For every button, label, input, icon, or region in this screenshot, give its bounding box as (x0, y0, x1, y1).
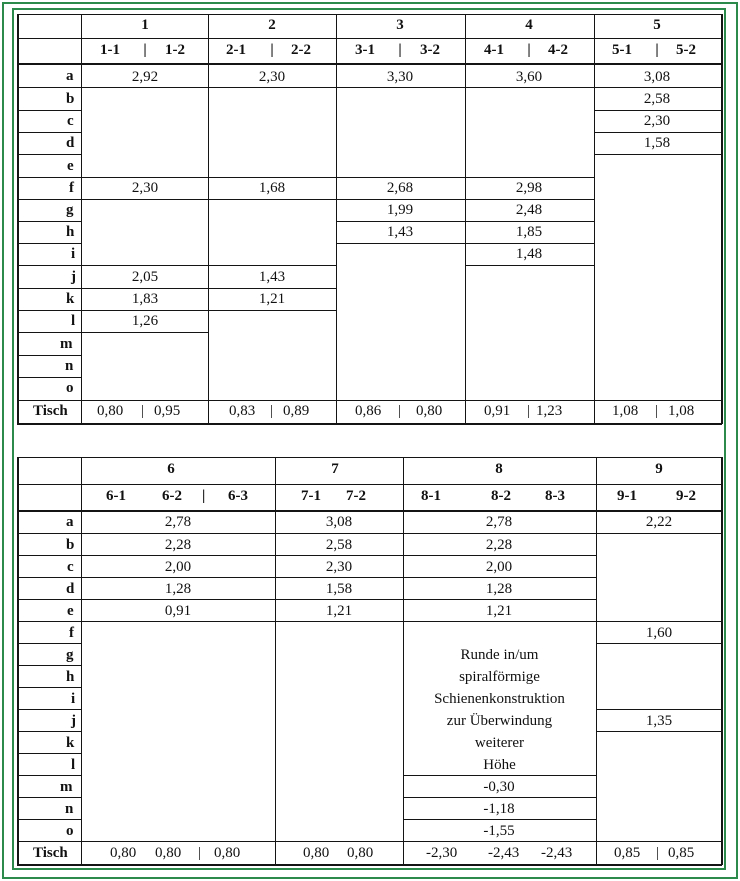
grid-line (17, 484, 722, 485)
cell-value: 1,28 (485, 581, 513, 597)
cell-value: 1,60 (645, 625, 673, 641)
row-label: i (71, 246, 76, 262)
cell-value: 2,78 (485, 514, 513, 530)
cell-value: 1,21 (258, 291, 286, 307)
row-label: d (66, 135, 75, 151)
cell-value: 2,30 (131, 180, 159, 196)
sub-separator: | (398, 42, 402, 58)
cell-value: 2,58 (325, 537, 353, 553)
note-line: weiterer (474, 735, 525, 751)
tisch-value: 0,83 (229, 403, 256, 419)
row-label: a (66, 68, 74, 84)
note-line: Schienenkonstruktion (434, 691, 565, 707)
note-line: spiralförmige (459, 669, 540, 685)
sub-header: 5-2 (676, 42, 696, 58)
grid-line (17, 841, 722, 842)
tisch-value: 0,80 (155, 845, 182, 861)
cell-value: 1,21 (325, 603, 353, 619)
sub-header: 2-2 (291, 42, 311, 58)
tisch-value: -2,43 (541, 845, 573, 861)
sub-header: 3-2 (420, 42, 440, 58)
row-label: e (67, 603, 74, 619)
cell-value: 2,92 (131, 69, 159, 85)
cell-value: 3,60 (515, 69, 543, 85)
sub-header: 9-2 (676, 488, 696, 504)
cell-value: 0,91 (164, 603, 192, 619)
row-label: o (66, 823, 74, 839)
cell-value: -0,30 (483, 779, 515, 795)
tisch-separator: | (527, 403, 531, 419)
group-title: 3 (396, 17, 404, 33)
row-label: k (66, 735, 75, 751)
cell-value: -1,18 (483, 801, 515, 817)
sub-header: 6-1 (106, 488, 126, 504)
group-title: 7 (331, 461, 339, 477)
sub-header: 6-2 (162, 488, 182, 504)
cell-value: 2,30 (325, 559, 353, 575)
cell-value: 1,26 (131, 313, 159, 329)
row-label: m (60, 779, 73, 795)
cell-value: 2,28 (164, 537, 192, 553)
sub-header: 7-2 (346, 488, 366, 504)
cell-value: 2,22 (645, 514, 673, 530)
row-label: h (66, 669, 75, 685)
sub-header: 8-1 (421, 488, 441, 504)
tisch-value: 0,80 (97, 403, 124, 419)
row-label: l (71, 757, 76, 773)
row-label: c (67, 559, 74, 575)
tisch-separator: | (141, 403, 145, 419)
cell-value: 2,78 (164, 514, 192, 530)
row-label: f (69, 180, 74, 196)
note-line: zur Überwindung (446, 713, 553, 729)
tisch-value: -2,43 (488, 845, 520, 861)
tisch-value: 0,80 (416, 403, 443, 419)
row-label: i (71, 691, 76, 707)
row-label: b (66, 91, 75, 107)
cell-value: 1,35 (645, 713, 673, 729)
tisch-value: 1,08 (668, 403, 695, 419)
row-label: b (66, 537, 75, 553)
row-label: f (69, 625, 74, 641)
tisch-value: 0,80 (303, 845, 330, 861)
note-line: Runde in/um (460, 647, 539, 663)
group-title: 8 (495, 461, 503, 477)
row-label: m (60, 336, 73, 352)
row-label: l (71, 313, 76, 329)
sub-separator: | (270, 42, 274, 58)
tisch-separator: | (656, 845, 660, 861)
cell-value: 2,68 (386, 180, 414, 196)
sub-header: 8-2 (491, 488, 511, 504)
tisch-separator: | (655, 403, 659, 419)
note-line: Höhe (483, 757, 516, 773)
tisch-label: Tisch (33, 845, 68, 861)
cell-value: 1,99 (386, 202, 414, 218)
row-label: o (66, 380, 74, 396)
tisch-value: 1,08 (612, 403, 639, 419)
sub-header: 6-3 (228, 488, 248, 504)
cell-value: 2,00 (485, 559, 513, 575)
cell-value: 2,28 (485, 537, 513, 553)
tisch-label: Tisch (33, 403, 68, 419)
sub-header: 5-1 (612, 42, 632, 58)
cell-value: 2,05 (131, 269, 159, 285)
sub-header: 7-1 (301, 488, 321, 504)
tisch-value: 0,85 (668, 845, 695, 861)
cell-value: 1,58 (643, 135, 671, 151)
sub-header: 2-1 (226, 42, 246, 58)
cell-value: 1,68 (258, 180, 286, 196)
row-label: j (71, 269, 76, 285)
row-label: c (67, 113, 74, 129)
group-title: 6 (167, 461, 175, 477)
cell-value: 1,43 (386, 224, 414, 240)
row-label: g (66, 202, 74, 218)
sub-separator: | (202, 488, 206, 504)
grid-line (17, 864, 722, 866)
sub-header: 1-2 (165, 42, 185, 58)
cell-value: 1,28 (164, 581, 192, 597)
group-title: 4 (525, 17, 533, 33)
tisch-value: 0,86 (355, 403, 382, 419)
tisch-value: 0,80 (347, 845, 374, 861)
cell-value: 3,30 (386, 69, 414, 85)
sub-header: 8-3 (545, 488, 565, 504)
tisch-separator: | (198, 845, 202, 861)
sub-header: 3-1 (355, 42, 375, 58)
row-label: g (66, 647, 74, 663)
group-title: 1 (141, 17, 149, 33)
tisch-value: 0,91 (484, 403, 511, 419)
sub-header: 1-1 (100, 42, 120, 58)
tisch-value: 1,23 (536, 403, 563, 419)
cell-value: 3,08 (643, 69, 671, 85)
tisch-separator: | (270, 403, 274, 419)
cell-value: 1,83 (131, 291, 159, 307)
tisch-value: 0,80 (214, 845, 241, 861)
cell-value: 1,85 (515, 224, 543, 240)
row-label: e (67, 158, 74, 174)
sub-header: 9-1 (617, 488, 637, 504)
row-label: a (66, 514, 74, 530)
tisch-value: 0,95 (154, 403, 181, 419)
sub-header: 4-1 (484, 42, 504, 58)
cell-value: 1,21 (485, 603, 513, 619)
cell-value: 2,98 (515, 180, 543, 196)
tisch-value: 0,80 (110, 845, 137, 861)
tisch-value: 0,85 (614, 845, 641, 861)
cell-value: 1,58 (325, 581, 353, 597)
cell-value: 2,00 (164, 559, 192, 575)
row-label: n (65, 801, 74, 817)
grid-line (17, 510, 722, 512)
tisch-separator: | (398, 403, 402, 419)
group-title: 9 (655, 461, 663, 477)
row-label: k (66, 291, 75, 307)
sub-header: 4-2 (548, 42, 568, 58)
cell-value: 2,48 (515, 202, 543, 218)
cell-value: 2,58 (643, 91, 671, 107)
group-title: 5 (653, 17, 661, 33)
sub-separator: | (527, 42, 531, 58)
row-label: j (71, 713, 76, 729)
cell-value: 2,30 (258, 69, 286, 85)
cell-value: 1,43 (258, 269, 286, 285)
construction-note (403, 644, 596, 776)
cell-value: 3,08 (325, 514, 353, 530)
sub-separator: | (143, 42, 147, 58)
row-label: h (66, 224, 75, 240)
tisch-value: 0,89 (283, 403, 310, 419)
cell-value: 2,30 (643, 113, 671, 129)
grid-line (17, 457, 722, 458)
sub-separator: | (655, 42, 659, 58)
row-label: d (66, 581, 75, 597)
group-title: 2 (268, 17, 276, 33)
tisch-value: -2,30 (426, 845, 458, 861)
row-label: n (65, 358, 74, 374)
cell-value: 1,48 (515, 246, 543, 262)
cell-value: -1,55 (483, 823, 515, 839)
